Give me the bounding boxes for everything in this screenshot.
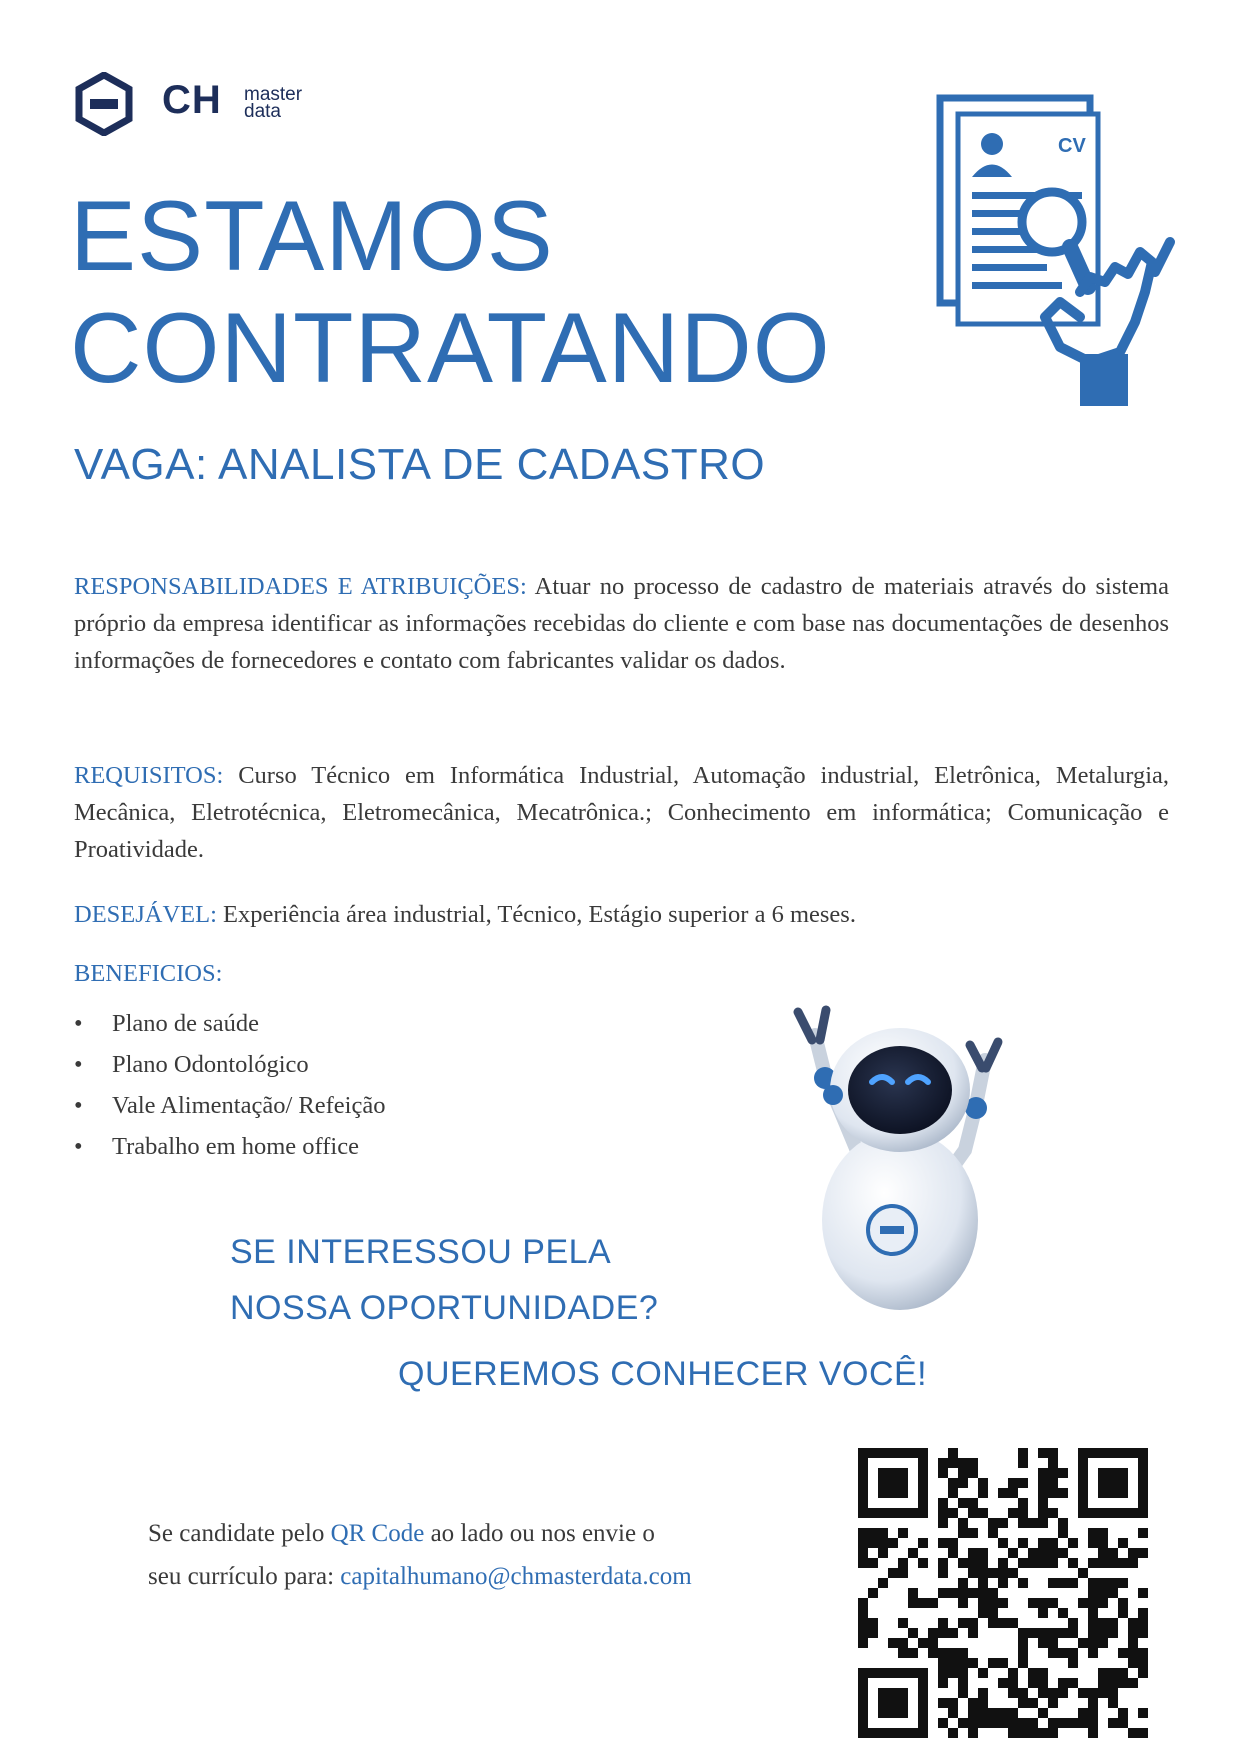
svg-text:CV: CV — [1058, 135, 1086, 157]
logo-sub-line1: master — [244, 84, 303, 105]
apply-text-3: seu currículo para: — [148, 1563, 341, 1590]
apply-text-2: ao lado ou nos envie o — [424, 1520, 655, 1547]
list-item: • Vale Alimentação/ Refeição — [74, 1085, 385, 1126]
job-title: VAGA: ANALISTA DE CADASTRO — [74, 440, 766, 489]
requirements-section — [74, 757, 1169, 868]
cta-line1: SE INTERESSOU PELA — [230, 1233, 612, 1271]
list-item: • Plano Odontológico — [74, 1044, 385, 1085]
logo-sub-line2: data — [244, 101, 281, 122]
page-title — [70, 180, 930, 404]
cta-line2: NOSSA OPORTUNIDADE? — [230, 1289, 659, 1327]
email-link[interactable]: capitalhumano@chmasterdata.com — [340, 1563, 692, 1590]
qr-code-link[interactable]: QR Code — [330, 1520, 425, 1547]
responsibilities-section — [74, 568, 1169, 679]
title-line2: CONTRATANDO — [70, 292, 831, 403]
logo-subtitle — [244, 86, 302, 120]
cv-document-icon — [930, 92, 1180, 462]
desirable-label: DESEJÁVEL: — [74, 901, 217, 928]
cta-question — [230, 1224, 658, 1336]
benefits-title: BENEFICIOS: — [74, 960, 223, 987]
title-line1: ESTAMOS — [70, 180, 554, 291]
apply-instructions — [148, 1512, 692, 1598]
robot-mascot-icon — [770, 1000, 1030, 1320]
cta-statement: QUEREMOS CONHECER VOCÊ! — [398, 1355, 928, 1393]
responsibilities-text: Atuar no processo de cadastro de materiais através do sistema próprio da empresa identificar as informações recebidas do cliente e com base nas documentações de desenhos informações de fornecedores e contato com fabricantes validar os dados. — [74, 573, 1169, 674]
desirable-text: Experiência área industrial, Técnico, Estágio superior a 6 meses. — [223, 901, 856, 928]
apply-text-1: Se candidate pelo — [148, 1520, 331, 1547]
qr-code-icon[interactable] — [858, 1448, 1148, 1738]
responsibilities-label: RESPONSABILIDADES E ATRIBUIÇÕES: — [74, 573, 527, 600]
company-logo — [72, 72, 372, 142]
list-item: • Trabalho em home office — [74, 1126, 385, 1167]
logo-brand: CH — [162, 78, 222, 122]
list-item: • Plano de saúde — [74, 1003, 385, 1044]
requirements-label: REQUISITOS: — [74, 762, 224, 789]
desirable-section — [74, 896, 1169, 933]
benefits-list — [74, 1003, 385, 1167]
requirements-text: Curso Técnico em Informática Industrial, Automação industrial, Eletrônica, Metalurgia, Mecânica, Eletrotécnica, Eletromecânica, Mecatrônica.; Conhecimento em informática; Comunicação e Proatividade. — [74, 762, 1169, 863]
logo-hexagon-icon — [72, 72, 136, 136]
